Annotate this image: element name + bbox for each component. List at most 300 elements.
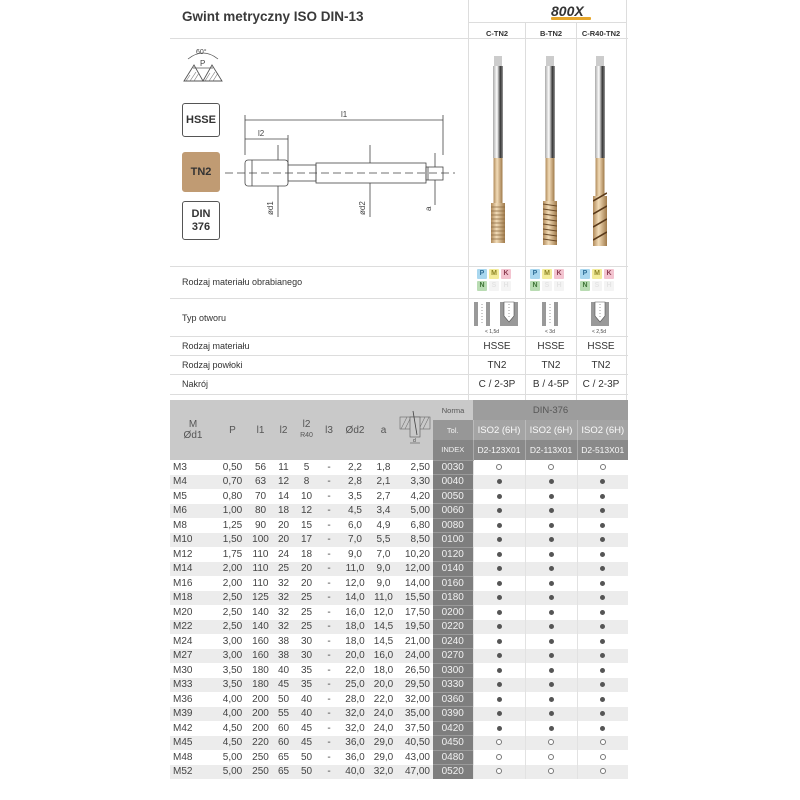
cell-drill: 21,00 — [404, 635, 430, 647]
table-row — [170, 562, 628, 577]
in-stock-dot-icon — [497, 581, 502, 586]
cell-l2r: 20 — [300, 577, 313, 589]
cell-a: 5,5 — [370, 533, 397, 548]
group-s: S — [592, 281, 602, 291]
in-stock-dot-icon — [549, 610, 554, 615]
in-stock-dot-icon — [497, 682, 502, 687]
index-cell: 0120 — [433, 547, 473, 562]
cell-d2: 22,0 — [345, 664, 365, 676]
availability-cell — [577, 620, 628, 635]
cell-l2: 38 — [272, 649, 295, 664]
index-cell: 0160 — [433, 576, 473, 591]
availability-cell — [473, 547, 525, 562]
on-request-circle-icon — [548, 754, 554, 760]
cell-d2: 4,5 — [340, 504, 370, 519]
group-p: P — [477, 269, 487, 279]
svg-text:60°: 60° — [196, 49, 207, 56]
standard-badge-din376 — [182, 201, 220, 240]
table-row — [170, 547, 628, 562]
cell-d2: 14,0 — [340, 591, 370, 606]
cell-a: 9,0 — [376, 577, 391, 589]
availability-cell — [473, 634, 525, 649]
hole-depth-label: < 1,5d — [485, 329, 500, 335]
table-row — [170, 605, 628, 620]
cell-a: 2,7 — [376, 490, 391, 502]
on-request-circle-icon — [548, 768, 554, 774]
cell-l2r: 10 — [300, 490, 313, 502]
in-stock-dot-icon — [497, 726, 502, 731]
in-stock-dot-icon — [549, 639, 554, 644]
on-request-circle-icon — [496, 768, 502, 774]
availability-cell — [473, 765, 525, 779]
cell-p: 2,00 — [222, 577, 243, 589]
cell-m: M6 — [170, 504, 216, 519]
index-code: D2-513X01 — [577, 440, 628, 460]
availability-cell — [525, 620, 577, 635]
cell-d2: 6,0 — [348, 519, 362, 531]
availability-cell — [525, 605, 577, 620]
cell-drill: 12,00 — [397, 562, 433, 577]
availability-cell — [525, 663, 577, 678]
cell-m: M5 — [173, 490, 187, 502]
cell-d2: 36,0 — [340, 736, 370, 751]
availability-cell — [577, 489, 628, 504]
cell-l1: 180 — [249, 678, 272, 693]
table-row — [170, 460, 628, 475]
table-row — [170, 649, 628, 664]
chamfer-value: C / 2-3P — [582, 379, 620, 390]
index-code: D2-123X01 — [473, 440, 525, 460]
svg-text:P: P — [200, 59, 206, 68]
index-cell: 0480 — [433, 750, 473, 765]
group-n: N — [477, 281, 487, 291]
on-request-circle-icon — [548, 739, 554, 745]
cell-m: M36 — [173, 693, 193, 705]
cell-p: 2,50 — [222, 606, 243, 618]
cell-d2: 12,0 — [345, 577, 365, 589]
in-stock-dot-icon — [497, 537, 502, 542]
cell-m: M20 — [173, 606, 193, 618]
cell-m: M22 — [170, 620, 216, 635]
cell-d2: 32,0 — [345, 722, 365, 734]
cell-l1: 110 — [249, 562, 272, 577]
cell-l2r: 25 — [300, 606, 313, 618]
in-stock-dot-icon — [497, 610, 502, 615]
dimensions-table — [170, 400, 628, 779]
cell-l3: - — [327, 693, 331, 705]
index-cell: 0450 — [433, 736, 473, 751]
hole-type-icon-through-and-blind — [472, 301, 522, 335]
on-request-circle-icon — [496, 754, 502, 760]
in-stock-dot-icon — [600, 639, 605, 644]
cell-p: 1,75 — [222, 548, 243, 560]
cell-a: 22,0 — [373, 693, 394, 705]
cell-p: 4,00 — [216, 707, 249, 722]
availability-cell — [525, 562, 577, 577]
cell-l2r: 12 — [295, 504, 318, 519]
in-stock-dot-icon — [549, 552, 554, 557]
in-stock-dot-icon — [600, 624, 605, 629]
in-stock-dot-icon — [600, 494, 605, 499]
cell-l3: - — [327, 490, 331, 502]
cell-p: 4,50 — [216, 736, 249, 751]
in-stock-dot-icon — [600, 552, 605, 557]
table-row — [170, 489, 628, 504]
cell-drill: 17,50 — [404, 606, 430, 618]
index-cell: 0050 — [433, 489, 473, 504]
in-stock-dot-icon — [549, 508, 554, 513]
cell-l2r: 45 — [295, 736, 318, 751]
group-m: M — [489, 269, 499, 279]
cell-l2r: 45 — [300, 722, 313, 734]
index-cell: 0140 — [433, 562, 473, 577]
availability-cell — [577, 692, 628, 707]
cell-drill: 4,20 — [410, 490, 430, 502]
availability-cell — [525, 721, 577, 736]
availability-cell — [577, 736, 628, 751]
material-group-grid — [580, 269, 614, 291]
cell-m: M18 — [170, 591, 216, 606]
cell-a: 2,1 — [370, 475, 397, 490]
svg-text:d: d — [413, 437, 416, 444]
in-stock-dot-icon — [497, 479, 502, 484]
cell-d2: 20,0 — [340, 649, 370, 664]
brand-logo-text: 800X — [551, 3, 584, 19]
availability-cell — [525, 547, 577, 562]
group-p: P — [530, 269, 540, 279]
cell-drill: 29,50 — [397, 678, 433, 693]
cell-m: M39 — [170, 707, 216, 722]
availability-cell — [577, 765, 628, 779]
cell-l2: 32 — [277, 577, 290, 589]
index-cell: 0040 — [433, 475, 473, 490]
coating-label: Rodzaj powłoki — [182, 360, 243, 370]
cell-d2: 36,0 — [345, 751, 365, 763]
table-row — [170, 707, 628, 722]
cell-d2: 16,0 — [345, 606, 365, 618]
in-stock-dot-icon — [600, 508, 605, 513]
product-sheet — [170, 0, 628, 800]
in-stock-dot-icon — [549, 566, 554, 571]
cell-d2: 9,0 — [348, 548, 362, 560]
group-s: S — [489, 281, 499, 291]
cell-l2: 11 — [278, 461, 289, 473]
availability-cell — [577, 634, 628, 649]
cell-l2: 14 — [277, 490, 290, 502]
hole-type-icon-through — [526, 301, 576, 335]
chamfer-value: C / 2-3P — [478, 379, 516, 390]
cell-drill: 24,00 — [397, 649, 433, 664]
in-stock-dot-icon — [600, 523, 605, 528]
availability-cell — [577, 591, 628, 606]
cell-l1: 220 — [249, 736, 272, 751]
table-row — [170, 663, 628, 678]
availability-cell — [525, 634, 577, 649]
cell-p: 2,50 — [216, 620, 249, 635]
cell-p: 2,00 — [216, 562, 249, 577]
table-row — [170, 634, 628, 649]
cell-l2r: 50 — [295, 765, 318, 779]
on-request-circle-icon — [600, 754, 606, 760]
divider — [170, 38, 628, 39]
cell-p: 5,00 — [222, 751, 243, 763]
cell-m: M52 — [170, 765, 216, 779]
availability-cell — [577, 750, 628, 765]
in-stock-dot-icon — [549, 523, 554, 528]
availability-cell — [473, 649, 525, 664]
in-stock-dot-icon — [549, 581, 554, 586]
group-h: H — [604, 281, 614, 291]
standard-line1: DIN — [191, 207, 211, 220]
group-p: P — [580, 269, 590, 279]
hole-type-icon-blind — [576, 301, 626, 335]
cell-l1: 110 — [252, 577, 269, 589]
thread-profile-icon — [182, 45, 224, 85]
in-stock-dot-icon — [497, 595, 502, 600]
cell-l3: - — [327, 606, 331, 618]
availability-cell — [473, 707, 525, 722]
in-stock-dot-icon — [549, 624, 554, 629]
cell-d2: 40,0 — [340, 765, 370, 779]
cell-l1: 100 — [249, 533, 272, 548]
group-n: N — [530, 281, 540, 291]
in-stock-dot-icon — [600, 595, 605, 600]
in-stock-dot-icon — [497, 523, 502, 528]
cell-l3: - — [327, 751, 331, 763]
cell-d2: 32,0 — [340, 707, 370, 722]
cell-l2r: 5 — [303, 461, 310, 473]
availability-cell — [473, 475, 525, 490]
tool-material-label: Rodzaj materiału — [182, 341, 250, 351]
cell-l3: - — [318, 620, 340, 635]
availability-cell — [525, 576, 577, 591]
index-cell: 0220 — [433, 620, 473, 635]
cell-a: 9,0 — [370, 562, 397, 577]
in-stock-dot-icon — [549, 479, 554, 484]
column-header-c-r40-tn2: C-R40-TN2 — [581, 29, 621, 38]
coating-value: TN2 — [487, 360, 507, 371]
cell-p: 0,80 — [222, 490, 243, 502]
cell-drill: 8,50 — [397, 533, 433, 548]
availability-cell — [577, 663, 628, 678]
cell-l2: 65 — [272, 765, 295, 779]
cell-a: 18,0 — [373, 664, 394, 676]
cell-d2: 11,0 — [340, 562, 370, 577]
in-stock-dot-icon — [600, 726, 605, 731]
cell-l2: 24 — [277, 548, 290, 560]
cell-l3: - — [327, 664, 331, 676]
d2-label: ød2 — [358, 201, 367, 215]
cell-a: 29,0 — [370, 736, 397, 751]
cell-a: 11,0 — [370, 591, 397, 606]
cell-m: M24 — [173, 635, 193, 647]
cell-l1: 110 — [252, 548, 269, 560]
material-group-grid — [530, 269, 564, 291]
tolerance-value: ISO2 (6H) — [525, 420, 577, 440]
in-stock-dot-icon — [497, 668, 502, 673]
index-cell: 0390 — [433, 707, 473, 722]
availability-cell — [473, 692, 525, 707]
cell-m: M33 — [170, 678, 216, 693]
cell-drill: 14,00 — [404, 577, 430, 589]
tool-material-value: HSSE — [587, 341, 615, 352]
in-stock-dot-icon — [497, 711, 502, 716]
cell-l3: - — [318, 678, 340, 693]
cell-l2: 45 — [272, 678, 295, 693]
tap-technical-drawing — [225, 105, 465, 225]
header-a: a — [370, 400, 397, 460]
cell-m: M42 — [173, 722, 193, 734]
cell-l3: - — [318, 591, 340, 606]
availability-cell — [473, 750, 525, 765]
cell-l2: 20 — [272, 533, 295, 548]
in-stock-dot-icon — [497, 624, 502, 629]
availability-cell — [473, 562, 525, 577]
header-d2: Ød2 — [340, 400, 370, 460]
cell-drill: 5,00 — [397, 504, 433, 519]
cell-a: 7,0 — [376, 548, 391, 560]
cell-a: 24,0 — [370, 707, 397, 722]
availability-cell — [525, 678, 577, 693]
coating-value: TN2 — [591, 360, 611, 371]
cell-l3: - — [327, 548, 331, 560]
index-cell: 0240 — [433, 634, 473, 649]
divider — [170, 336, 628, 337]
in-stock-dot-icon — [600, 697, 605, 702]
cell-l3: - — [318, 504, 340, 519]
in-stock-dot-icon — [549, 668, 554, 673]
table-row — [170, 721, 628, 736]
cell-l1: 200 — [252, 722, 269, 734]
standard-line2: 376 — [191, 220, 211, 233]
cell-p: 1,00 — [216, 504, 249, 519]
cell-l2r: 30 — [300, 635, 313, 647]
cell-l2: 32 — [277, 606, 290, 618]
table-row — [170, 620, 628, 635]
cell-m: M30 — [173, 664, 193, 676]
availability-cell — [473, 460, 525, 475]
tolerance-label: Tol. — [433, 420, 473, 440]
table-row — [170, 475, 628, 490]
divider — [170, 394, 628, 395]
header-drill-icon — [397, 400, 433, 460]
cell-m: M10 — [170, 533, 216, 548]
cell-d2: 2,8 — [340, 475, 370, 490]
cell-p: 1,50 — [216, 533, 249, 548]
cell-l2r: 30 — [295, 649, 318, 664]
cell-l1: 180 — [252, 664, 269, 676]
in-stock-dot-icon — [549, 595, 554, 600]
table-row — [170, 750, 628, 765]
availability-cell — [525, 692, 577, 707]
cell-drill: 3,30 — [397, 475, 433, 490]
tool-material-value: HSSE — [483, 341, 511, 352]
divider — [468, 0, 469, 400]
availability-cell — [473, 489, 525, 504]
coating-value: TN2 — [541, 360, 561, 371]
cell-l2: 65 — [277, 751, 290, 763]
cell-a: 20,0 — [370, 678, 397, 693]
tap-image-b-tn2 — [543, 56, 557, 246]
index-cell: 0300 — [433, 663, 473, 678]
cell-l3: - — [327, 635, 331, 647]
cell-a: 3,4 — [370, 504, 397, 519]
availability-cell — [577, 475, 628, 490]
coating-badge-tn2: TN2 — [182, 152, 220, 192]
cell-drill: 2,50 — [410, 461, 430, 473]
availability-cell — [577, 562, 628, 577]
cell-l2r: 25 — [295, 620, 318, 635]
brand-logo — [543, 1, 598, 23]
in-stock-dot-icon — [600, 581, 605, 586]
cell-l2: 25 — [272, 562, 295, 577]
cell-m: M16 — [173, 577, 193, 589]
cell-d2: 25,0 — [340, 678, 370, 693]
in-stock-dot-icon — [549, 711, 554, 716]
cell-l2: 32 — [272, 591, 295, 606]
table-row — [170, 518, 628, 533]
cell-m: M3 — [173, 461, 187, 473]
availability-cell — [525, 489, 577, 504]
in-stock-dot-icon — [600, 610, 605, 615]
in-stock-dot-icon — [497, 552, 502, 557]
cell-l1: 160 — [252, 635, 269, 647]
cell-l3: - — [318, 765, 340, 779]
availability-cell — [473, 504, 525, 519]
availability-cell — [577, 460, 628, 475]
cell-l3: - — [327, 519, 331, 531]
cell-d2: 3,5 — [348, 490, 362, 502]
cell-l2r: 17 — [295, 533, 318, 548]
cell-l2r: 25 — [295, 591, 318, 606]
index-cell: 0420 — [433, 721, 473, 736]
l2-label: l2 — [258, 129, 265, 138]
tolerance-value: ISO2 (6H) — [473, 420, 525, 440]
in-stock-dot-icon — [600, 566, 605, 571]
in-stock-dot-icon — [497, 697, 502, 702]
index-cell: 0360 — [433, 692, 473, 707]
cell-l2r: 20 — [295, 562, 318, 577]
cell-l2: 60 — [277, 722, 290, 734]
cell-l1: 63 — [249, 475, 272, 490]
on-request-circle-icon — [600, 464, 606, 470]
in-stock-dot-icon — [600, 668, 605, 673]
cell-a: 1,8 — [376, 461, 391, 473]
table-row — [170, 533, 628, 548]
cell-l3: - — [318, 533, 340, 548]
cell-l3: - — [318, 475, 340, 490]
availability-cell — [525, 460, 577, 475]
divider — [170, 266, 628, 267]
availability-cell — [577, 518, 628, 533]
material-group-label: Rodzaj materiału obrabianego — [182, 277, 303, 287]
in-stock-dot-icon — [497, 653, 502, 658]
cell-a: 14,5 — [370, 620, 397, 635]
in-stock-dot-icon — [549, 494, 554, 499]
cell-l2r: 35 — [300, 664, 313, 676]
availability-cell — [577, 721, 628, 736]
group-k: K — [604, 269, 614, 279]
availability-cell — [473, 605, 525, 620]
cell-l1: 140 — [249, 620, 272, 635]
availability-cell — [577, 707, 628, 722]
cell-l1: 250 — [252, 751, 269, 763]
on-request-circle-icon — [496, 464, 502, 470]
cell-l2: 40 — [277, 664, 290, 676]
table-row — [170, 765, 628, 779]
cell-drill: 10,20 — [404, 548, 430, 560]
availability-cell — [577, 649, 628, 664]
